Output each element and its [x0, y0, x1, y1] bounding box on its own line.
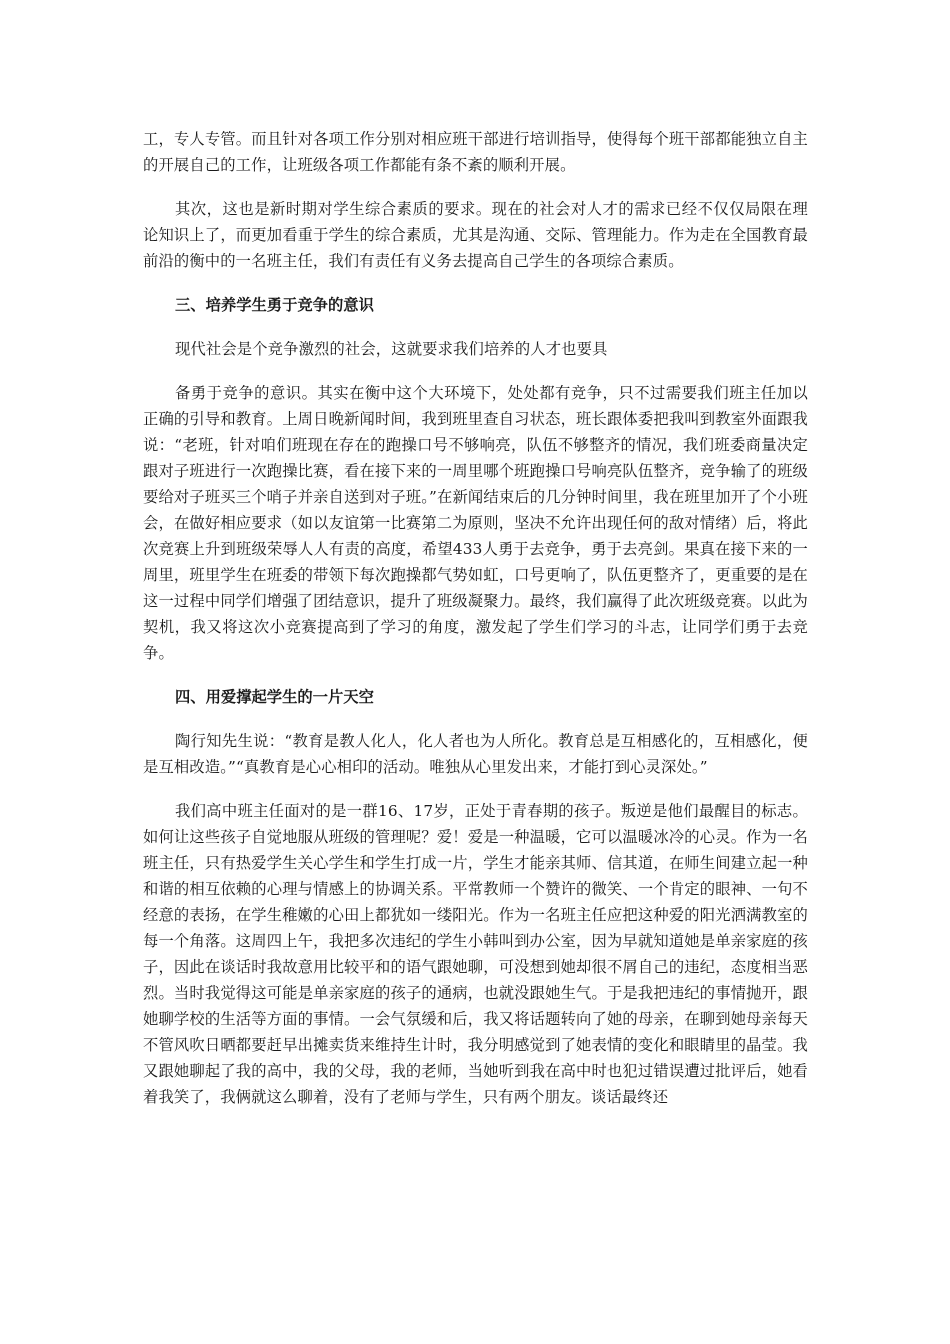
paragraph-competition-story: 备勇于竞争的意识。其实在衡中这个大环境下，处处都有竞争，只不过需要我们班主任加以正确的引导和教育。上周日晚新闻时间，我到班里查自习状态，班长跟体委把我叫到教室外面跟我说：“老班，针对咱们班现在存在的跑操口号不够响亮，队伍不够整齐的情况，我们班委商量决定跟对子班进行一次跑操比赛，看在接下来的一周里哪个班跑操口号响亮队伍整齐，竞争输了的班级要给对子班买三个哨子并亲自送到对子班。”在新闻结束后的几分钟时间里，我在班里加开了个小班会，在做好相应要求（如以友谊第一比赛第二为原则，坚决不允许出现任何的敌对情绪）后，将此次竞赛上升到班级荣辱人人有责的高度，希望433人勇于去竞争，勇于去亮剑。果真在接下来的一周里，班里学生在班委的带领下每次跑操都气势如虹，口号更响了，队伍更整齐了，更重要的是在这一过程中同学们增强了团结意识，提升了班级凝聚力。最终，我们赢得了此次班级竞赛。以此为契机，我又将这次小竞赛提高到了学习的角度，激发起了学生们学习的斗志，让同学们勇于去竞争。: [143, 384, 808, 662]
paragraph-gap: [143, 710, 808, 728]
paragraph-love-story: 我们高中班主任面对的是一群16、17岁，正处于青春期的孩子。叛逆是他们最醒目的标志。如何让这些孩子自觉地服从班级的管理呢？爱！爱是一种温暖，它可以温暖冰冷的心灵。作为一名班主任，只有热爱学生关心学生和学生打成一片，学生才能亲其师、信其道，在师生间建立起一种和谐的相互依赖的心理与情感上的协调关系。平常教师一个赞许的微笑、一个肯定的眼神、一句不经意的表扬，在学生稚嫩的心田上都犹如一缕阳光。作为一名班主任应把这种爱的阳光洒满教室的每一个角落。这周四上午，我把多次违纪的学生小韩叫到办公室，因为早就知道她是单亲家庭的孩子，因此在谈话时我故意用比较平和的语气跟她聊，可没想到她却很不屑自己的违纪，态度相当恶烈。当时我觉得这可能是单亲家庭的孩子的通病，也就没跟她生气。于是我把违纪的事情抛开，跟她聊学校的生活等方面的事情。一会气氛缓和后，我又将话题转向了她的母亲，在聊到她母亲每天不管风吹日晒都要赶早出摊卖货来维持生计时，我分明感觉到了她表情的变化和眼睛里的晶莹。我又跟她聊起了我的高中，我的父母，我的老师，当她听到我在高中时也犯过错误遭过批评后，她看着我笑了，我俩就这么聊着，没有了老师与学生，只有两个朋友。谈话最终还: [143, 802, 808, 1106]
paragraph-gap: [143, 666, 808, 684]
paragraph-gap: [143, 178, 808, 196]
paragraph-gap: [143, 274, 808, 292]
paragraph-tao-quote: 陶行知先生说：“教育是教人化人，化人者也为人所化。教育总是互相感化的，互相感化，便是互相改造。”“真教育是心心相印的活动。唯独从心里发出来，才能打到心灵深处。”: [143, 732, 808, 776]
paragraph-gap: [143, 362, 808, 380]
paragraph-competition-intro: 现代社会是个竞争激烈的社会，这就要求我们培养的人才也要具: [175, 340, 608, 358]
section-heading-3: 三、培养学生勇于竞争的意识: [175, 296, 374, 314]
section-heading-4: 四、用爱撑起学生的一片天空: [175, 688, 374, 706]
paragraph-gap: [143, 780, 808, 798]
paragraph-gap: [143, 318, 808, 336]
paragraph-secondly: 其次，这也是新时期对学生综合素质的要求。现在的社会对人才的需求已经不仅仅局限在理论知识上了，而更加看重于学生的综合素质，尤其是沟通、交际、管理能力。作为走在全国教育最前沿的衡中的一名班主任，我们有责任有义务去提高自己学生的各项综合素质。: [143, 200, 808, 270]
document-body: [143, 126, 808, 1110]
paragraph-continuation: 工，专人专管。而且针对各项工作分别对相应班干部进行培训指导，使得每个班干部都能独立自主的开展自己的工作，让班级各项工作都能有条不紊的顺利开展。: [143, 130, 808, 174]
